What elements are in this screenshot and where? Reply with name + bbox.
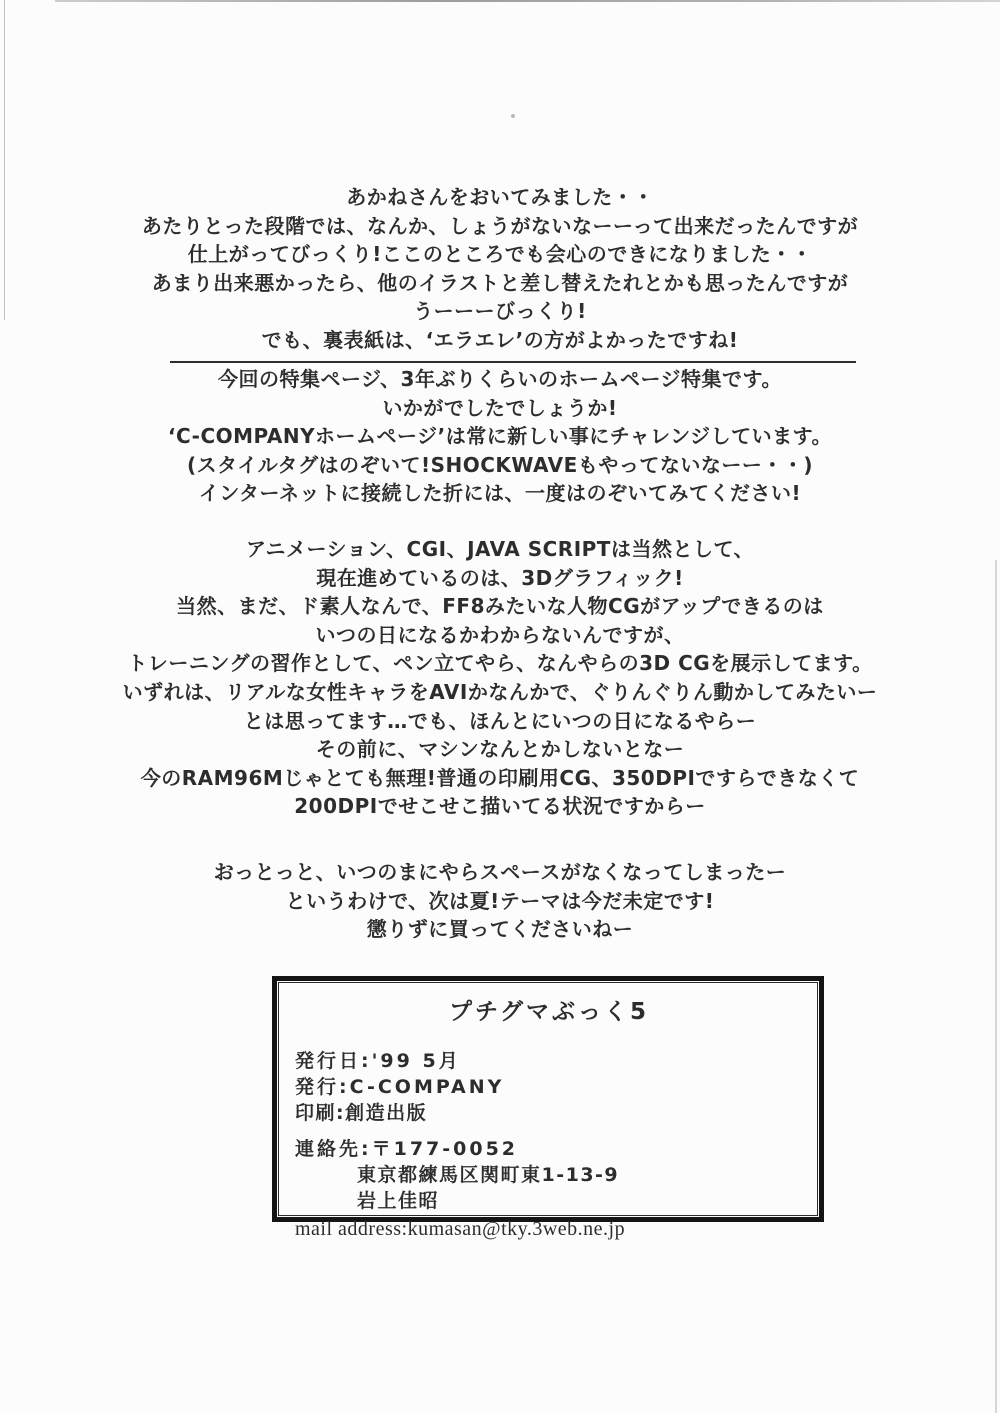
text-line: その前に、マシンなんとかしないとなー: [315, 737, 685, 762]
text-line: 今のRAM96Mじゃとても無理!普通の印刷用CG、350DPIですらできなくて: [140, 765, 860, 790]
text-line: うーーーびっくり!: [413, 299, 587, 324]
text-line: おっとっと、いつのまにやらスペースがなくなってしまったー: [213, 860, 787, 884]
text-line: あかねさんをおいてみました・・: [346, 185, 654, 209]
text-line: いつの日になるかわからないんですが、: [315, 622, 685, 647]
text-line: (スタイルタグはのぞいて!SHOCKWAVEもやってないなーー・・): [187, 452, 813, 477]
contact-name: 岩上佳昭: [357, 1190, 440, 1212]
publication-date: 発行日:'99 5月: [295, 1050, 461, 1072]
contact-address: 東京都練馬区関町東1-13-9: [357, 1164, 620, 1186]
mail-address: mail address:kumasan@tky.3web.ne.jp: [295, 1218, 626, 1240]
text-line: トレーニングの習作として、ペン立てやら、なんやらの3D CGを展示してます。: [127, 651, 873, 676]
text-line: あまり出来悪かったら、他のイラストと差し替えたれとかも思ったんですが: [151, 270, 849, 295]
colophon-inner-frame: [278, 982, 818, 1240]
text-line: ‘C-COMPANYホームページ’は常に新しい事にチャレンジしています。: [167, 424, 833, 449]
text-line: 現在進めているのは、3Dグラフィック!: [316, 565, 684, 590]
divider-line: [170, 361, 856, 363]
text-line: いかがでしたでしょうか!: [382, 395, 618, 420]
afterword-paragraph-4: [0, 858, 1000, 944]
text-line: でも、裏表紙は、‘エラエレ’の方がよかったですね!: [261, 327, 739, 352]
text-line: アニメーション、CGI、JAVA SCRIPTは当然として、: [245, 537, 755, 561]
afterword-paragraph-1: [0, 183, 1000, 355]
text-line: 200DPIでせこせこ描いてる状況ですからー: [294, 794, 706, 819]
colophon-publication-info: [295, 1048, 803, 1242]
scan-artifact-top-edge: [55, 0, 1000, 2]
scan-artifact-dot: [511, 114, 515, 118]
colophon-box: [272, 976, 824, 1240]
printer: 印刷:創造出版: [295, 1102, 428, 1124]
contact-postal-code: 連絡先:〒177-0052: [295, 1138, 519, 1160]
text-line: インターネットに接続した折には、一度はのぞいてみてください!: [198, 481, 802, 506]
text-line: あたりとった段階では、なんか、しょうがないなーーって出来だったんですが: [141, 213, 859, 238]
afterword-paragraph-3: [0, 535, 1000, 821]
text-line: 仕上がってびっくり!ここのところでも会心のできになりました・・: [187, 242, 813, 267]
text-line: というわけで、次は夏!テーマは今だ未定です!: [285, 888, 715, 913]
text-line: いずれは、リアルな女性キャラをAVIかなんかで、ぐりんぐりん動かしてみたいー: [122, 679, 878, 704]
text-line: 今回の特集ページ、3年ぶりくらいのホームページ特集です。: [218, 367, 782, 391]
contact-info: [295, 1136, 803, 1214]
colophon-title: プチグマぶっく5: [448, 999, 650, 1025]
afterword-paragraph-2: [0, 365, 1000, 508]
text-line: 当然、まだ、ド素人なんで、FF8みたいな人物CGがアップできるのは: [176, 594, 824, 619]
text-line: とは思ってます…でも、ほんとにいつの日になるやらー: [243, 708, 757, 733]
publisher: 発行:C-COMPANY: [295, 1076, 505, 1098]
text-line: 懲りずに買ってくださいねー: [366, 917, 634, 942]
